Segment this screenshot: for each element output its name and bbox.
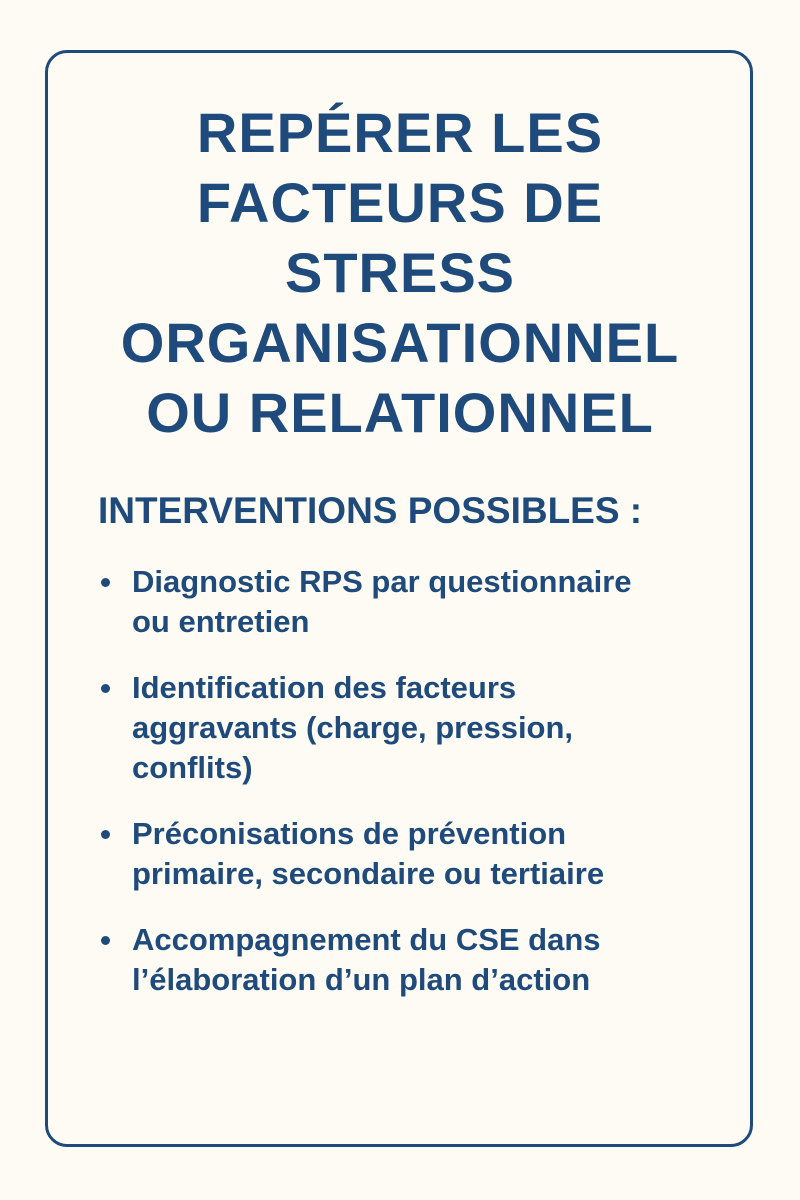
list-item [98,920,738,1000]
bullet-icon [101,830,110,839]
list-item [98,562,738,642]
list-item-text: Accompagnement du CSE dans l’élaboration d’un plan d’action [132,922,601,997]
title-line: REPÉRER LES [196,101,604,164]
interventions-list [98,562,738,1026]
bullet-icon [101,684,110,693]
page-title [0,98,800,448]
list-item-text: Diagnostic RPS par questionnaire ou entretien [132,564,632,639]
list-item-text: Identification des facteurs aggravants (charge, pression, conflits) [132,670,574,785]
list-item-text: Préconisations de prévention primaire, secondaire ou tertiaire [132,816,605,891]
bullet-icon [101,578,110,587]
title-line: OU RELATIONNEL [146,381,654,444]
title-line: STRESS [284,241,516,304]
list-item [98,668,738,788]
list-item [98,814,738,894]
title-line: FACTEURS DE [196,171,604,234]
title-line: ORGANISATIONNEL [120,311,680,374]
section-heading: INTERVENTIONS POSSIBLES : [98,490,643,531]
bullet-icon [101,936,110,945]
